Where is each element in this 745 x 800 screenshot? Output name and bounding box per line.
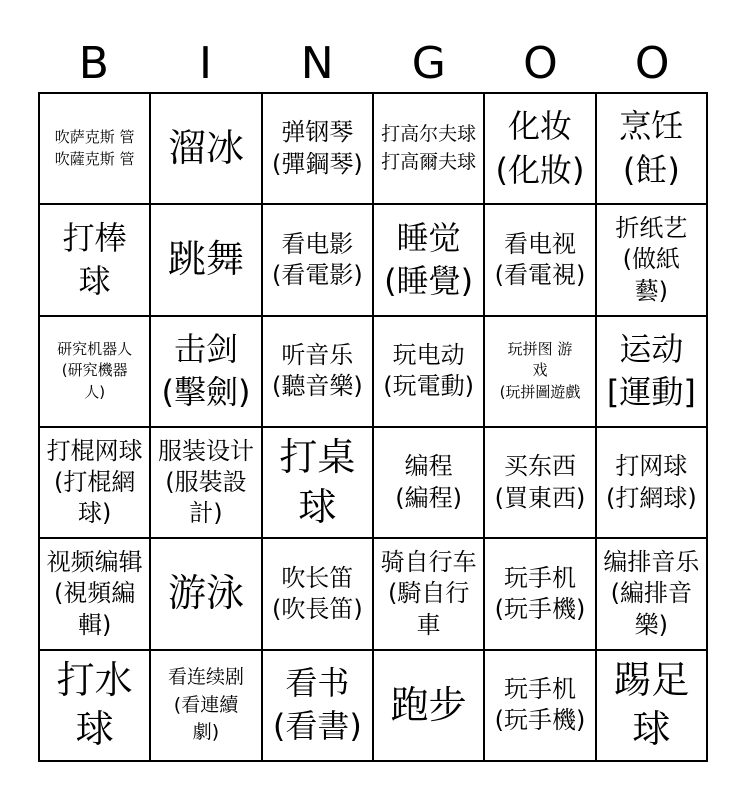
- bingo-cell[interactable]: [150, 204, 261, 315]
- bingo-cell[interactable]: [262, 316, 373, 427]
- bingo-cell-label: 吹长笛 (吹長笛): [271, 563, 363, 623]
- bingo-cell[interactable]: [596, 316, 707, 427]
- bingo-cell[interactable]: [373, 316, 484, 427]
- header-letter: I: [198, 38, 212, 89]
- bingo-cell[interactable]: [373, 204, 484, 315]
- bingo-cell[interactable]: [150, 538, 261, 649]
- bingo-cell-label: 玩拼图 游 戏 (玩拼圖遊戲: [499, 339, 581, 402]
- bingo-cell[interactable]: [39, 427, 150, 538]
- bingo-cell-label: 打棍网球 (打棍網 球): [46, 436, 143, 528]
- bingo-cell[interactable]: [484, 538, 595, 649]
- bingo-cell-label: 玩手机 (玩手機): [494, 675, 586, 735]
- bingo-cell-label: 打棒 球: [62, 218, 127, 300]
- bingo-cell[interactable]: [596, 538, 707, 649]
- header-letter: O: [634, 38, 670, 89]
- bingo-cell[interactable]: [596, 650, 707, 761]
- bingo-cell-label: 看电视 (看電視): [494, 229, 586, 289]
- bingo-cell[interactable]: [596, 204, 707, 315]
- bingo-cell[interactable]: [373, 538, 484, 649]
- bingo-cell[interactable]: [262, 650, 373, 761]
- bingo-cell[interactable]: [39, 316, 150, 427]
- bingo-cell[interactable]: [596, 93, 707, 204]
- bingo-cell[interactable]: [484, 650, 595, 761]
- bingo-cell-label: 打水 球: [56, 657, 133, 752]
- header-letter: B: [78, 38, 109, 89]
- bingo-cell-label: 打桌 球: [279, 435, 356, 529]
- bingo-cell-label: 睡觉 (睡覺): [384, 218, 474, 300]
- bingo-cell-label: 玩手机 (玩手機): [494, 563, 586, 623]
- bingo-cell[interactable]: [150, 93, 261, 204]
- bingo-cell-label: 击剑 (擊劍): [161, 330, 251, 412]
- bingo-cell-label: 运动 [運動]: [606, 330, 696, 412]
- bingo-cell-label: 跳舞: [167, 237, 244, 282]
- bingo-cell-label: 烹饪 (飪): [619, 107, 684, 189]
- bingo-cell[interactable]: [484, 204, 595, 315]
- bingo-cell[interactable]: [39, 538, 150, 649]
- bingo-cell-label: 踢足 球: [613, 657, 690, 752]
- bingo-cell[interactable]: [373, 93, 484, 204]
- bingo-cell[interactable]: [262, 427, 373, 538]
- bingo-cell[interactable]: [262, 538, 373, 649]
- bingo-cell-label: 视频编辑 (視頻編 輯): [46, 548, 143, 639]
- bingo-cell-label: 跑步: [390, 682, 467, 727]
- bingo-cell[interactable]: [39, 93, 150, 204]
- bingo-cell[interactable]: [39, 650, 150, 761]
- bingo-header: [38, 38, 708, 90]
- bingo-cell-label: 看连续剧 (看連續 劇): [167, 666, 244, 744]
- bingo-cell-label: 游泳: [167, 571, 244, 616]
- bingo-cell-label: 化妆 (化妝): [495, 107, 585, 189]
- bingo-cell[interactable]: [484, 316, 595, 427]
- header-letter: N: [300, 38, 334, 89]
- bingo-cell[interactable]: [484, 93, 595, 204]
- bingo-grid: [38, 92, 708, 762]
- bingo-cell-label: 编程 (編程): [395, 452, 463, 512]
- bingo-cell-label: 服装设计 (服裝設 計): [157, 436, 254, 528]
- bingo-cell-label: 看电影 (看電影): [271, 229, 363, 289]
- bingo-cell-label: 买东西 (買東西): [494, 452, 586, 512]
- bingo-cell[interactable]: [150, 316, 261, 427]
- bingo-cell-label: 骑自行车 (騎自行 車: [380, 548, 477, 639]
- bingo-cell[interactable]: [39, 204, 150, 315]
- bingo-cell[interactable]: [484, 427, 595, 538]
- bingo-cell[interactable]: [150, 650, 261, 761]
- bingo-cell-label: 研究机器人 (研究機器 人): [57, 339, 133, 402]
- bingo-cell[interactable]: [373, 427, 484, 538]
- bingo-cell[interactable]: [596, 427, 707, 538]
- bingo-cell[interactable]: [262, 204, 373, 315]
- bingo-cell-label: 弹钢琴 (彈鋼琴): [271, 118, 363, 178]
- bingo-cell-label: 打高尔夫球 打高爾夫球: [381, 123, 477, 173]
- bingo-cell[interactable]: [373, 650, 484, 761]
- bingo-cell-label: 折纸艺 (做紙 藝): [615, 214, 688, 305]
- bingo-cell-label: 编排音乐 (編排音 樂): [603, 548, 700, 639]
- bingo-cell-label: 看书 (看書): [272, 664, 362, 746]
- bingo-cell-label: 玩电动 (玩電動): [383, 341, 475, 401]
- bingo-cell-label: 听音乐 (聽音樂): [271, 341, 363, 401]
- bingo-cell[interactable]: [262, 93, 373, 204]
- bingo-cell-label: 溜冰: [167, 125, 244, 170]
- header-letter: O: [523, 38, 558, 89]
- header-letter: G: [411, 38, 446, 89]
- bingo-cell-label: 吹萨克斯 管 吹薩克斯 管: [54, 127, 135, 168]
- bingo-cell-label: 打网球 (打網球): [605, 452, 697, 512]
- bingo-cell[interactable]: [150, 427, 261, 538]
